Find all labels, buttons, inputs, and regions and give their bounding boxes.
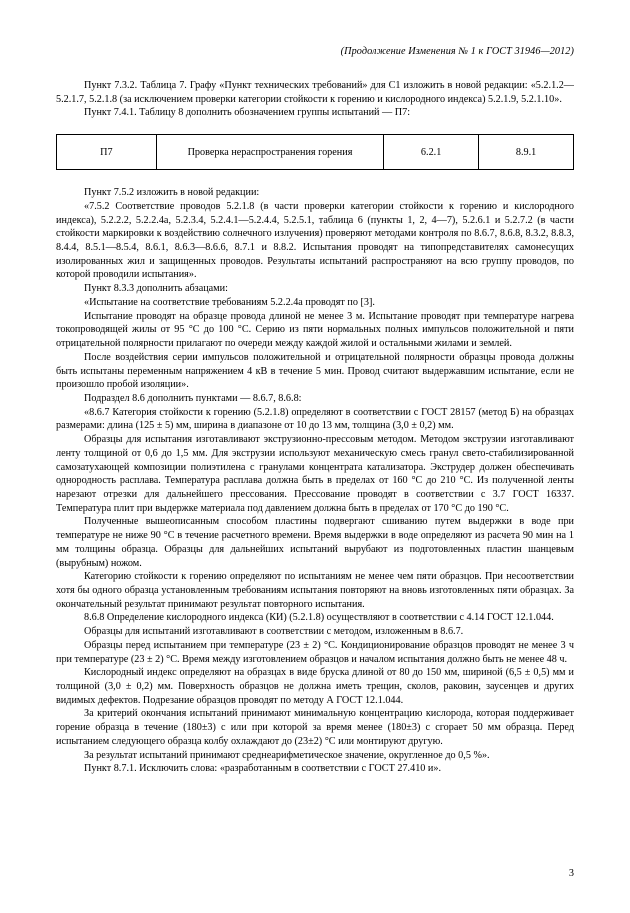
paragraph: Подраздел 8.6 дополнить пунктами — 8.6.7, 8.6.8: xyxy=(84,392,302,404)
paragraph: Полученные вышеописанным способом пластины подвергают сшиванию путем выдержки в воде при температуре не ниже 90 °С в течение расчетного времени. Время выдержки в воде определяют из расчета 90 мин на 1 мм толщины образца. Образцы для дальнейших испытаний вырубают из подготовленных пластин шанцевым (вырубным) ножом. xyxy=(56,516,574,569)
page-header-note: (Продолжение Изменения № 1 к ГОСТ 31946—2012) xyxy=(340,46,574,57)
paragraph: За критерий окончания испытаний принимают минимальную концентрацию кислорода, которая поддерживает горение образца в течение (180±3) с или при которой за время менее (180±3) с сгорает 50 мм образца. Перед испытанием следующего образца колбу охлаждают до (23±2) °С или монтируют другую. xyxy=(56,708,574,747)
paragraph: «7.5.2 Соответствие проводов 5.2.1.8 (в части проверки категории стойкости к горению и кислородного индекса), 5.2.2.2, 5.2.2.4а, 5.2.3.4, 5.2.4.1—5.2.4.4, 5.2.5.1, таблица 6 (пункты 1, 2, 4—7), 5.2.6.1 и 5.2.7.2 (в части стойкости маркировки к воздействию солнечного излучения) проверяют методами контроля по 8.6.7, 8.6.8, 8.3.2, 8.8.3, 8.4.4, 8.5.1—8.5.4, 8.6.1, 8.6.3—8.6.6, 8.7.1 и 8.8.2. Испытания проводят на типопредставителях самонесущих изолированных жил и защищенных проводов. Результаты испытаний распространяют на всю группу проводов, по которой проводили испытания». xyxy=(56,200,574,281)
paragraph: После воздействия серии импульсов положительной и отрицательной полярности образцы провода должны быть испытаны переменным напряжением 4 кВ в течение 5 мин. Провод считают выдержавшим испытание, если не произошло пробой изоляции». xyxy=(56,351,574,391)
page-number: 3 xyxy=(568,868,574,879)
paragraph: За результат испытаний принимают среднеарифметическое значение, округленное до 0,5 %». xyxy=(84,749,490,761)
table-row xyxy=(57,135,574,170)
paragraph: «8.6.7 Категория стойкости к горению (5.2.1.8) определяют в соответствии с ГОСТ 28157 (метод Б) на образцах размерами: длина (125 ± 5) мм, ширина в диапазоне от 10 до 13 мм, толщина (3,0 ± 0,2) мм. xyxy=(56,406,574,432)
paragraph: 8.6.8 Определение кислородного индекса (КИ) (5.2.1.8) осуществляют в соответствии с 4.14 ГОСТ 12.1.044. xyxy=(84,612,554,624)
paragraph: Образцы перед испытанием при температуре (23 ± 2) °С. Кондиционирование образцов проводят не менее 3 ч при температуре (23 ± 2) °С. Время между изготовлением образцов и началом испытания должно быть не менее 48 ч. xyxy=(56,639,574,665)
paragraph: Пункт 7.4.1. Таблицу 8 дополнить обозначением группы испытаний — П7: xyxy=(84,107,411,119)
paragraph: Образцы для испытания изготавливают экструзионно-прессовым методом. Методом экструзии изготавливают ленту толщиной от 0,6 до 1,5 мм. Для экструзии используют механическую смесь гранул свето-стабилизированной самозатухающей композиции полиэтилена с гранулами концентрата катализатора. Экструдер должен обеспечивать однородность расплава. Температура расплава должна быть в пределах от 160 °С до 210 °С. Из полученной ленты нарезают отрезки для дальнейшего прессования. Прессование проводят в соответствии с 3.7 ГОСТ 16337. Температура плит при выдержке материала под давлением должна быть в пределах от 170 °С до 190 °С. xyxy=(56,434,574,514)
paragraph: «Испытание на соответствие требованиям 5.2.2.4а проводят по [3]. xyxy=(84,296,375,308)
requirements-table xyxy=(56,134,574,170)
paragraph: Пункт 8.7.1. Исключить слова: «разработанным в соответствии с ГОСТ 27.410 и». xyxy=(84,763,442,775)
paragraph: Образцы для испытаний изготавливают в соответствии с методом, изложенным в 8.6.7. xyxy=(84,626,464,638)
table-cell-check: Проверка нераспространения горения xyxy=(156,135,383,170)
paragraph: Кислородный индекс определяют на образцах в виде бруска длиной от 80 до 150 мм, шириной (6,5 ± 0,5) мм и толщиной (3,0 ± 0,2) мм. Поверхность образцов не должна иметь трещин, сколов, раковин, заусенцев и других видимых дефектов. Подрезание образцов проводят по методу А ГОСТ 12.1.044. xyxy=(56,667,574,706)
paragraph: Пункт 7.3.2. Таблица 7. Графу «Пункт технических требований» для С1 изложить в новой редакции: «5.2.1.2—5.2.1.7, 5.2.1.8 (за исключением проверки категории стойкости к горению и кислородного индекса) 5.2.1.9, 5.2.1.10». xyxy=(56,80,574,105)
paragraph: Пункт 7.5.2 изложить в новой редакции: xyxy=(84,187,260,199)
table-cell-group: П7 xyxy=(57,135,157,170)
paragraph: Пункт 8.3.3 дополнить абзацами: xyxy=(84,283,228,295)
table-cell-method: 8.9.1 xyxy=(479,135,574,170)
paragraph: Категорию стойкости к горению определяют по испытаниям не менее чем пяти образцов. При несоответствии хотя бы одного образца установленным требованиям испытания повторяют на вновь изготовленных пяти образцах. За окончательный результат принимают результат повторного испытания. xyxy=(56,571,574,610)
requirements-table-wrapper xyxy=(56,134,574,170)
table-cell-requirement: 6.2.1 xyxy=(384,135,479,170)
section-after-table xyxy=(56,186,574,776)
paragraph: Испытание проводят на образце провода длиной не менее 3 м. Испытание проводят при температуре нагрева токопроводящей жилы от 95 °С до 100 °С. Серию из пяти нормальных полных импульсов положительной и пяти отрицательной полярности прилагают по очереди между каждой жилой и остальными жилами и землей. xyxy=(56,310,574,350)
section-before-table xyxy=(56,79,574,120)
